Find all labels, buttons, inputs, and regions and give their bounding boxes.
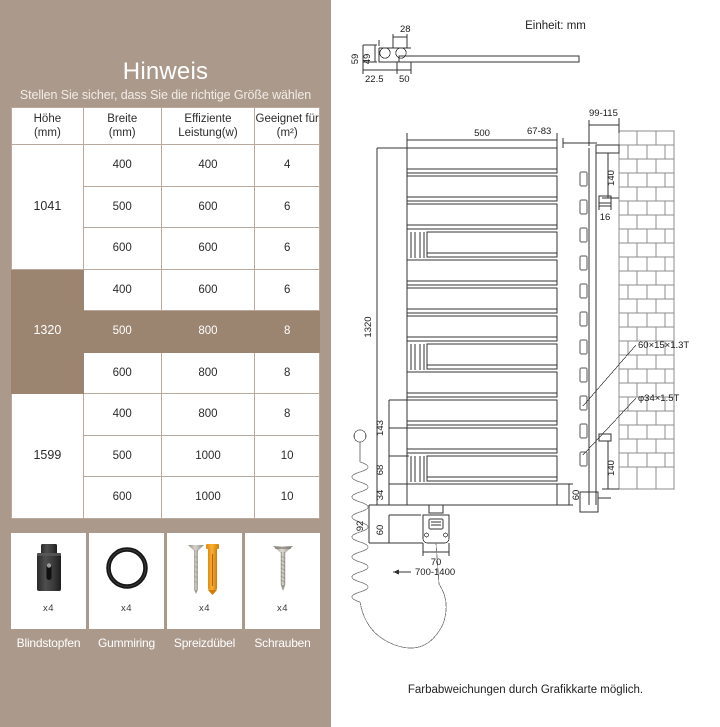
accessory-card-list [11, 533, 320, 629]
column-header-leistung-line1: Effiziente [184, 112, 232, 125]
cell-leistung-0-1: 600 [161, 186, 255, 228]
cell-leistung-1-1: 800 [161, 311, 255, 353]
side-view-wall-section [563, 118, 674, 512]
accessory-label-list [11, 636, 320, 650]
accessory-label-gummiring: Gummiring [98, 636, 155, 650]
dim-16: 16 [599, 212, 611, 223]
cell-breite-1-1: 500 [83, 311, 161, 353]
dim-width-500: 500 [474, 128, 490, 139]
dim-seg-68: 68 [375, 464, 386, 476]
cell-breite-0-1: 500 [83, 186, 161, 228]
accessory-qty-gummiring: x4 [120, 603, 133, 614]
accessory-qty-blindstopfen: x4 [42, 603, 55, 614]
table-row [12, 394, 320, 436]
column-header-leistung-line2: Leistung(w) [178, 127, 238, 139]
unit-label: Einheit: mm [525, 20, 586, 32]
accessory-label-spreizduebel: Spreizdübel [173, 636, 236, 650]
cell-geeignet-1-0: 6 [255, 269, 320, 311]
top-detail-view [363, 34, 579, 74]
cell-breite-2-0: 400 [83, 394, 161, 436]
screw-icon [245, 533, 320, 603]
cord-dim-arrow [393, 570, 411, 575]
column-header-hoehe [12, 108, 84, 145]
blind-plug-icon [11, 533, 86, 603]
table-row [12, 145, 320, 187]
column-header-breite [83, 108, 161, 145]
dim-seg-143: 143 [375, 420, 386, 436]
column-header-geeignet-line1: Geeignet für [255, 112, 319, 125]
cell-breite-1-0: 400 [83, 269, 161, 311]
cell-geeignet-0-1: 6 [255, 186, 320, 228]
accessory-card-spreizduebel [167, 533, 242, 629]
dim-22-5: 22.5 [365, 74, 384, 85]
cell-leistung-1-2: 800 [161, 352, 255, 394]
callout-pipe-size: φ34×1.5T [638, 393, 680, 404]
column-header-geeignet-line2: (m²) [276, 127, 298, 139]
cell-breite-0-0: 400 [83, 145, 161, 187]
dim-49: 49 [362, 53, 373, 65]
callout-bracket-size: 60×15×1.3T [638, 340, 690, 351]
cell-geeignet-2-2: 10 [255, 477, 320, 519]
size-spec-table [11, 107, 320, 519]
page-title: Hinweis [122, 58, 209, 85]
column-header-breite-line2: (mm) [108, 127, 136, 139]
dim-50: 50 [399, 74, 410, 85]
cell-geeignet-2-0: 8 [255, 394, 320, 436]
cell-hoehe-group-2: 1599 [12, 394, 84, 519]
cell-leistung-2-0: 800 [161, 394, 255, 436]
cell-geeignet-2-1: 10 [255, 435, 320, 477]
dim-59: 59 [350, 53, 361, 65]
accessory-label-schrauben: Schrauben [254, 636, 311, 650]
accessory-card-gummiring [89, 533, 164, 629]
column-header-hoehe-line2: (mm) [33, 127, 61, 139]
technical-drawing-panel [331, 0, 720, 727]
column-header-breite-line1: Breite [107, 112, 138, 125]
cell-geeignet-0-2: 6 [255, 228, 320, 270]
table-header-row [12, 108, 320, 145]
cell-breite-2-1: 500 [83, 435, 161, 477]
power-cord [352, 430, 446, 648]
cell-leistung-2-2: 1000 [161, 477, 255, 519]
dim-67-83: 67-83 [527, 126, 552, 137]
cell-geeignet-1-1: 8 [255, 311, 320, 353]
notice-panel [0, 0, 331, 727]
page-subtitle: Stellen Sie sicher, dass Sie die richtige Größe wählen [19, 88, 312, 102]
cell-breite-0-2: 600 [83, 228, 161, 270]
dim-140-top: 140 [606, 170, 617, 186]
column-header-leistung [161, 108, 255, 145]
rubber-ring-icon [89, 533, 164, 603]
cell-hoehe-group-1: 1320 [12, 269, 84, 394]
dim-seg-34: 34 [375, 489, 386, 501]
cell-breite-2-2: 600 [83, 477, 161, 519]
cell-leistung-0-2: 600 [161, 228, 255, 270]
radiator-front-view [369, 133, 573, 556]
accessory-label-blindstopfen: Blindstopfen [16, 636, 81, 650]
dim-28: 28 [400, 24, 411, 35]
cell-geeignet-1-2: 8 [255, 352, 320, 394]
radiator-technical-drawing [331, 0, 720, 727]
table-row [12, 269, 320, 311]
footer-disclaimer: Farbabweichungen durch Grafikkarte möglich. [407, 684, 644, 696]
cell-leistung-1-0: 600 [161, 269, 255, 311]
cell-geeignet-0-0: 4 [255, 145, 320, 187]
dim-box-70: 70 [430, 557, 442, 568]
accessory-qty-schrauben: x4 [276, 603, 289, 614]
column-header-hoehe-line1: Höhe [33, 112, 62, 125]
dim-depth-60: 60 [571, 489, 582, 501]
cell-breite-1-2: 600 [83, 352, 161, 394]
wall-anchor-icon [167, 533, 242, 603]
accessories-section [11, 533, 320, 656]
dim-box-92: 92 [355, 520, 366, 532]
accessory-card-blindstopfen [11, 533, 86, 629]
column-header-geeignet [255, 108, 320, 145]
dim-height-1320: 1320 [363, 316, 374, 338]
accessory-card-schrauben [245, 533, 320, 629]
dim-cord-length: 700-1400 [415, 567, 456, 578]
cell-leistung-2-1: 1000 [161, 435, 255, 477]
dim-140-bottom: 140 [606, 460, 617, 476]
cell-hoehe-group-0: 1041 [12, 145, 84, 270]
dim-99-115: 99-115 [589, 108, 618, 119]
accessory-qty-spreizduebel: x4 [198, 603, 211, 614]
dim-box-60: 60 [375, 524, 386, 536]
cell-leistung-0-0: 400 [161, 145, 255, 187]
